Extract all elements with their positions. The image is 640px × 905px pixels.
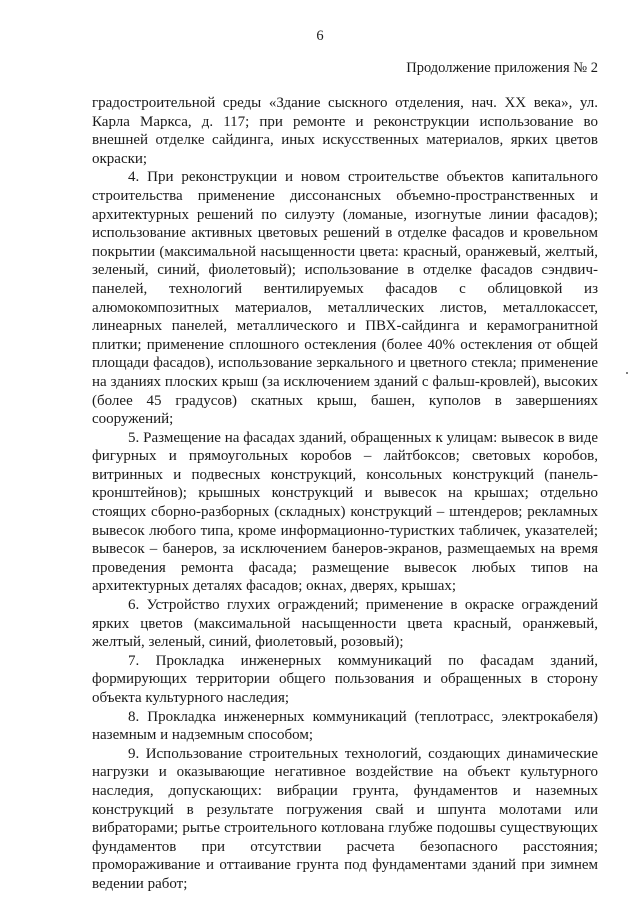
paragraph-item-7: 7. Прокладка инженерных коммуникаций по фасадам зданий, формирующих территории общего пользования и обращенных в сторону объекта культурного наследия; [92, 652, 598, 706]
paragraph-continuation: градостроительной среды «Здание сыскного отделения, нач. XX века», ул. Карла Маркса, д. 117; при ремонте и реконструкции использование во внешней отделке сайдинга, иных искусственных материалов, ярких цветов окраски; [92, 95, 598, 167]
paragraph-item-6: 6. Устройство глухих ограждений; применение в окраске ограждений ярких цветов (максимальной насыщенности цвета красный, оранжевый, желтый, зеленый, синий, фиолетовый, розовый); [92, 597, 598, 651]
paragraph-item-9: 9. Использование строительных технологий, создающих динамические нагрузки и оказывающие негативное воздействие на объект культурного наследия, допускающих: вибрации грунта, фундаментов и наземных конструкций в результате погружения свай и шпунта молотами или вибраторами; рытье строительного котлована глубже подошвы существующих фундаментов при отсутствии расчета безопасного расстояния; промораживание и оттаивание грунта под фундаментами зданий при зимнем ведении работ; [92, 745, 598, 892]
paragraph-item-4: 4. При реконструкции и новом строительстве объектов капитального строительства применение диссонансных объемно-пространственных и архитектурных решений по силуэту (ломаные, изогнутые линии фасадов); использование активных цветовых решений в отделке фасадов и кровельном покрытии (максимальной насыщенности цвета: красный, оранжевый, желтый, зеленый, синий, фиолетовый); использование в отделке фасадов сэндвич-панелей, технологий вентилируемых фасадов с облицовкой из алюмокомпозитных материалов, металлических листов, металлокассет, линеарных панелей, металлического и ПВХ-сайдинга и керамогранитной плитки; применение сплошного остекления (более 40% остекления от общей площади фасадов), использование зеркального и цветного стекла; применение на зданиях плоских крыш (за исключением зданий с фальш-кровлей), высоких (более 45 градусов) скатных крыш, башен, куполов в завершениях сооружений; [92, 169, 598, 428]
appendix-continuation-note: Продолжение приложения № 2 [406, 60, 598, 76]
scan-speck [626, 372, 628, 374]
page-number: 6 [316, 28, 324, 44]
paragraph-item-8: 8. Прокладка инженерных коммуникаций (теплотрасс, электрокабеля) наземным и надземным способом; [92, 708, 598, 744]
body-text [92, 94, 598, 894]
paragraph-item-5: 5. Размещение на фасадах зданий, обращенных к улицам: вывесок в виде фигурных и прямоугольных коробов – лайтбоксов; световых коробов, витринных и подвесных конструкций, консольных конструкций (панель-кронштейнов); крышных конструкций и вывесок на крышах; отдельно стоящих сборно-разборных (складных) конструкций – штендеров; рекламных вывесок любого типа, кроме информационно-туристких табличек, указателей; вывесок – банеров, за исключением банеров-экранов, размещаемых на время проведения ремонта фасада; размещение вывесок любых типов на архитектурных деталях фасадов; окнах, дверях, крышах; [92, 429, 598, 595]
